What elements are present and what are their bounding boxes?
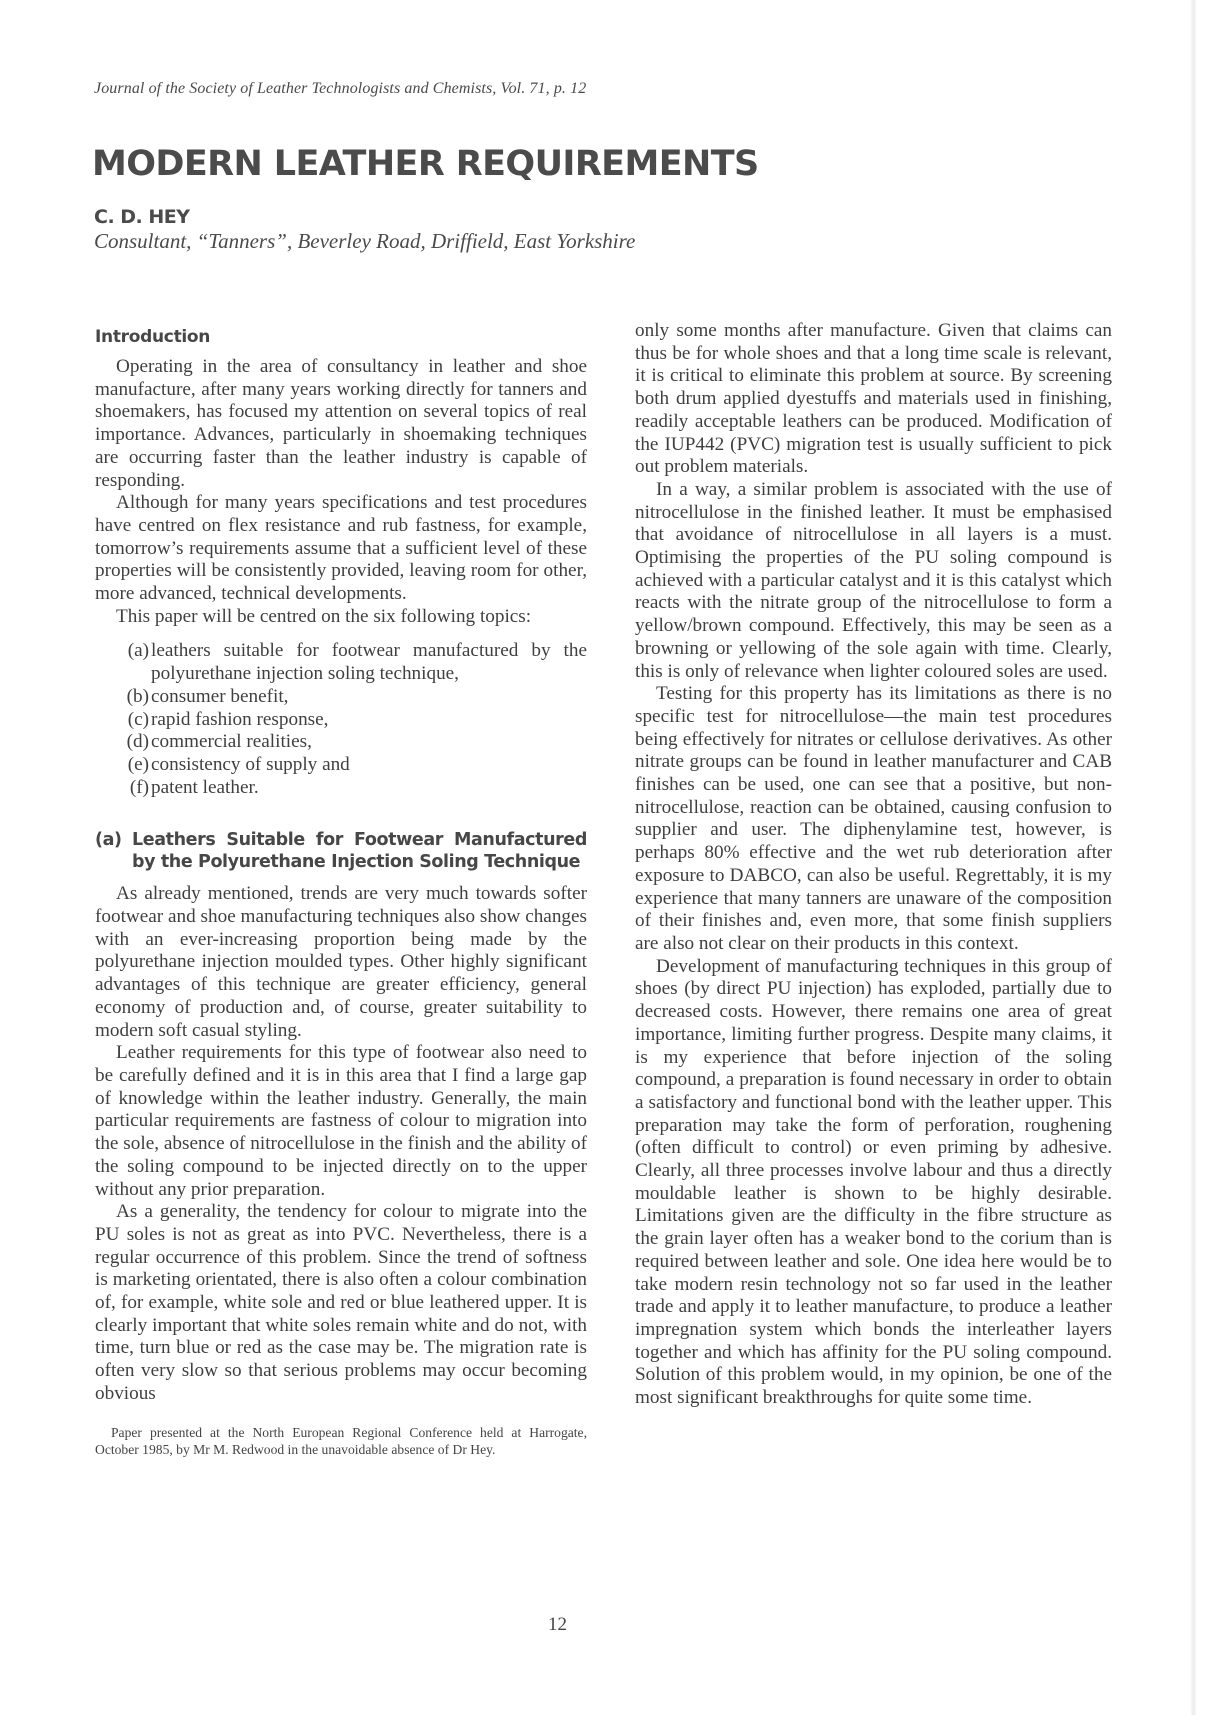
topic-text: commercial realities,: [151, 731, 312, 753]
intro-paragraph: Although for many years specifications and test procedures have centred on flex resistance and rub fastness, for example, tomorrow’s requirements assume that a sufficient level of these properties will be consistently provided, leaving room for other, more advanced, technical developments.: [95, 492, 587, 605]
page-number: 12: [548, 1614, 567, 1635]
author-name: C. D. HEY: [94, 206, 190, 228]
topic-text: rapid fashion response,: [151, 708, 329, 730]
topic-text: leathers suitable for footwear manufactured by the polyurethane injection soling technique,: [151, 640, 587, 685]
topic-item: [95, 731, 587, 754]
topic-text: consumer benefit,: [151, 685, 289, 707]
right-column: [635, 320, 1112, 1410]
left-column: [95, 326, 587, 1459]
topic-item: [95, 754, 587, 777]
topic-item: [95, 709, 587, 732]
topics-list: [95, 640, 587, 799]
topic-label: (d): [126, 731, 149, 753]
scan-edge-shadow: [1190, 0, 1196, 1715]
body-paragraph: In a way, a similar problem is associated with the use of nitrocellulose in the finished leather. It must be emphasised that avoidance of nitrocellulose in all layers is a must. Optimising the properties of the PU soling compound is achieved with a particular catalyst and it is this catalyst which reacts with the nitrate group of the nitrocellulose to form a yellow/brown compound. Effectively, this may be seen as a browning or yellowing of the sole again with time. Clearly, this is only of relevance when lighter coloured soles are used.: [635, 478, 1112, 682]
topic-text: consistency of supply and: [151, 753, 350, 775]
body-paragraph: As a generality, the tendency for colour to migrate into the PU soles is not as great as into PVC. Nevertheless, there is a regular occurrence of this problem. Since the trend of softness is marketing orientated, there is also often a colour combination of, for example, white sole and red or blue leathered upper. It is clearly important that white soles remain white and do not, with time, turn blue or red as the case may be. The migration rate is often very slow so that serious problems may occur becoming obvious: [95, 1201, 587, 1404]
author-affiliation: Consultant, “Tanners”, Beverley Road, Driffield, East Yorkshire: [94, 229, 636, 253]
topic-label: (f): [129, 776, 149, 798]
topic-label: (a): [127, 640, 149, 662]
topic-text: patent leather.: [151, 776, 259, 798]
topic-item: [95, 686, 587, 709]
topic-item: [95, 777, 587, 800]
body-paragraph: As already mentioned, trends are very much towards softer footwear and shoe manufacturing techniques also show changes with an ever-increasing proportion being made by the polyurethane injection moulded types. Other highly significant advantages of this technique are greater efficiency, general economy of production and, of course, greater suitability to modern soft casual styling.: [95, 883, 587, 1041]
topic-label: (b): [126, 685, 149, 707]
running-head: Journal of the Society of Leather Technologists and Chemists, Vol. 71, p. 12: [94, 80, 587, 97]
footnote: Paper presented at the North European Regional Conference held at Harrogate, October 1985, by Mr M. Redwood in the unavoidable absence of Dr Hey.: [95, 1424, 587, 1458]
topic-item: [95, 640, 587, 685]
topic-label: (c): [127, 708, 149, 730]
intro-paragraph: Operating in the area of consultancy in leather and shoe manufacture, after many years working directly for tanners and shoemakers, has focused my attention on several topics of real importance. Advances, particularly in shoemaking techniques are occurring faster than the leather industry is capable of responding.: [95, 356, 587, 491]
section-a-title: Leathers Suitable for Footwear Manufactured by the Polyurethane Injection Soling Technique: [132, 830, 587, 873]
body-paragraph: Development of manufacturing techniques in this group of shoes (by direct PU injection) has exploded, partially due to decreased costs. However, there remains one area of great importance, limiting further progress. Despite many claims, it is my experience that before injection of the soling compound, a preparation is found necessary in order to obtain a satisfactory and functional bond with the leather upper. This preparation may take the form of perforation, roughening (often difficult to control) or even priming by adhesive. Clearly, all three processes involve labour and thus a directly mouldable leather is shown to be highly desirable. Limitations given are the difficulty in the fibre structure as the grain layer often has a weaker bond to the corium than is required between leather and sole. One idea here would be to take modern resin technology not so far used in the leather trade and apply it to leather manufacture, to produce a leather impregnation system which bonds the interleather layers together and which has affinity for the PU soling compound. Solution of this problem would, in my opinion, be one of the most significant breakthroughs for quite some time.: [635, 955, 1112, 1409]
body-paragraph: only some months after manufacture. Given that claims can thus be for whole shoes and that a long time scale is relevant, it is critical to eliminate this problem at source. By screening both drum applied dyestuffs and materials used in finishing, readily acceptable leathers can be produced. Modification of the IUP442 (PVC) migration test is usually sufficient to pick out problem materials.: [635, 320, 1112, 478]
body-paragraph: Leather requirements for this type of footwear also need to be carefully defined and it is in this area that I find a large gap of knowledge within the leather industry. Generally, the main particular requirements are fastness of colour to migration into the sole, absence of nitrocellulose in the finish and the ability of the soling compound to be injected directly on to the upper without any prior preparation.: [95, 1042, 587, 1200]
article-title: MODERN LEATHER REQUIREMENTS: [92, 144, 759, 184]
body-paragraph: Testing for this property has its limitations as there is no specific test for nitrocellulose—the main test procedures being effectively for nitrates or cellulose derivatives. As other nitrate groups can be found in leather manufacturer and CAB finishes can be used, one can see that a positive, but non-nitrocellulose, reaction can be obtained, causing confusion to supplier and user. The diphenylamine test, however, is perhaps 80% effective and the wet rub deterioration after exposure to DABCO, can also be useful. Regrettably, it is my experience that many tanners are unaware of the composition of their finishes and, even more, that some finish suppliers are also not clear on their products in this context.: [635, 683, 1112, 954]
topic-label: (e): [127, 753, 149, 775]
intro-paragraph: This paper will be centred on the six following topics:: [116, 605, 532, 627]
introduction-heading: Introduction: [95, 327, 211, 347]
section-a-heading: [95, 829, 587, 873]
section-a-label: (a): [95, 830, 122, 851]
